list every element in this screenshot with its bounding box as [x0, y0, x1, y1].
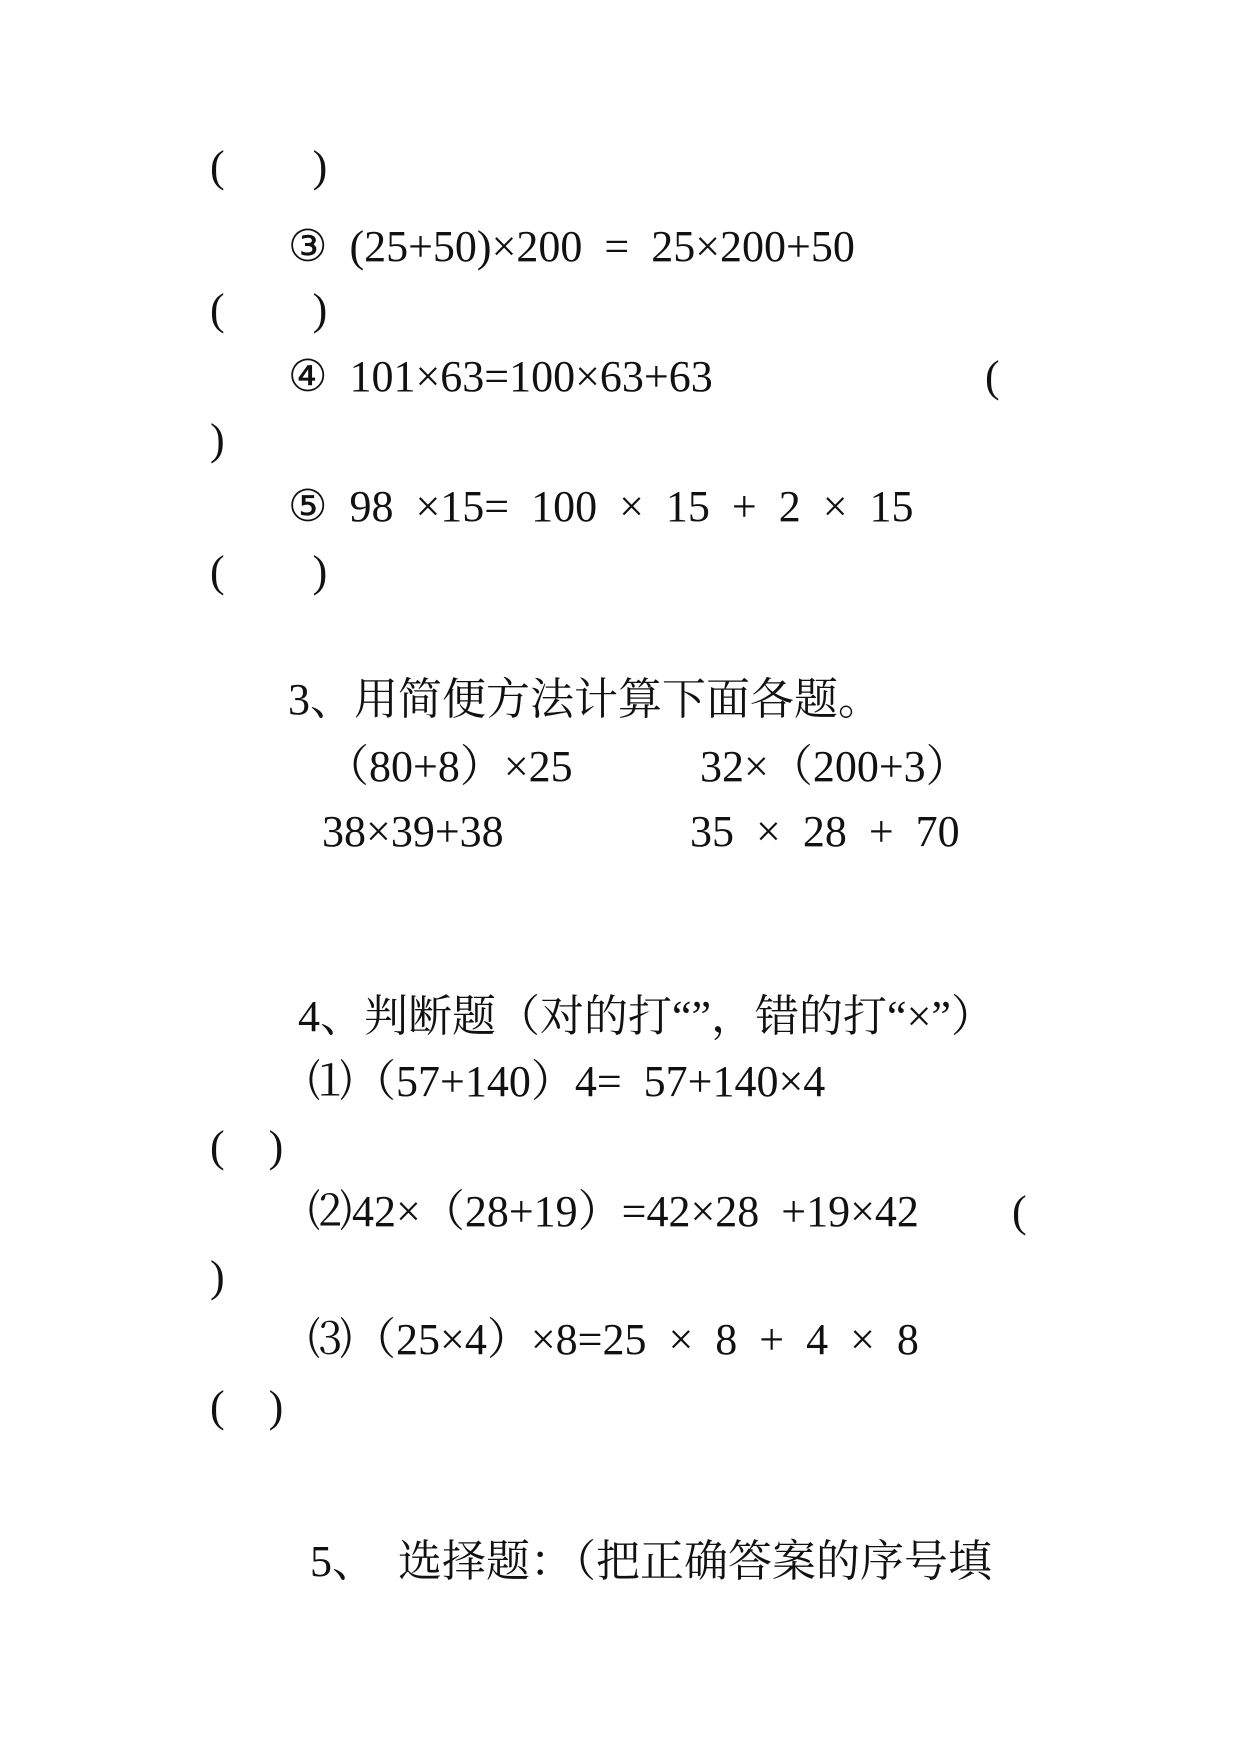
section-4-q1-paren: ( ) — [210, 1122, 284, 1171]
answer-paren-4-close: ) — [210, 415, 225, 464]
answer-paren-4-open: ( — [985, 352, 1000, 401]
problem-5-expression: ⑤ 98 ×15= 100 × 15 + 2 × 15 — [288, 482, 914, 531]
section-3-title: 3、用简便方法计算下面各题。 — [288, 675, 882, 724]
section-4-q2-paren-close: ) — [210, 1252, 225, 1301]
section-4-q3-expression: ⑶（25×4）×8=25 × 8 + 4 × 8 — [308, 1315, 919, 1364]
section-4-title: 4、判断题（对的打“”，错的打“×”） — [298, 992, 995, 1041]
problem-4-expression: ④ 101×63=100×63+63 — [288, 352, 713, 401]
section-4-q1-expression: ⑴（57+140）4= 57+140×4 — [308, 1057, 826, 1106]
section-5-title: 5、 选择题：（把正确答案的序号填 — [310, 1537, 992, 1586]
section-4-q3-paren: ( ) — [210, 1382, 284, 1431]
section-4-q2-paren-open: ( — [1012, 1187, 1027, 1236]
answer-paren-2: ( ) — [210, 142, 328, 191]
section-3-item-3: 38×39+38 — [322, 807, 504, 856]
section-3-item-4: 35 × 28 + 70 — [690, 807, 960, 856]
section-3-item-2: 32×（200+3） — [700, 742, 970, 791]
section-4-q2-expression: ⑵42×（28+19）=42×28 +19×42 — [308, 1187, 919, 1236]
answer-paren-5: ( ) — [210, 547, 328, 596]
problem-3-expression: ③ (25+50)×200 = 25×200+50 — [288, 222, 855, 271]
section-3-item-1: （80+8）×25 — [325, 742, 573, 791]
answer-paren-3: ( ) — [210, 285, 328, 334]
